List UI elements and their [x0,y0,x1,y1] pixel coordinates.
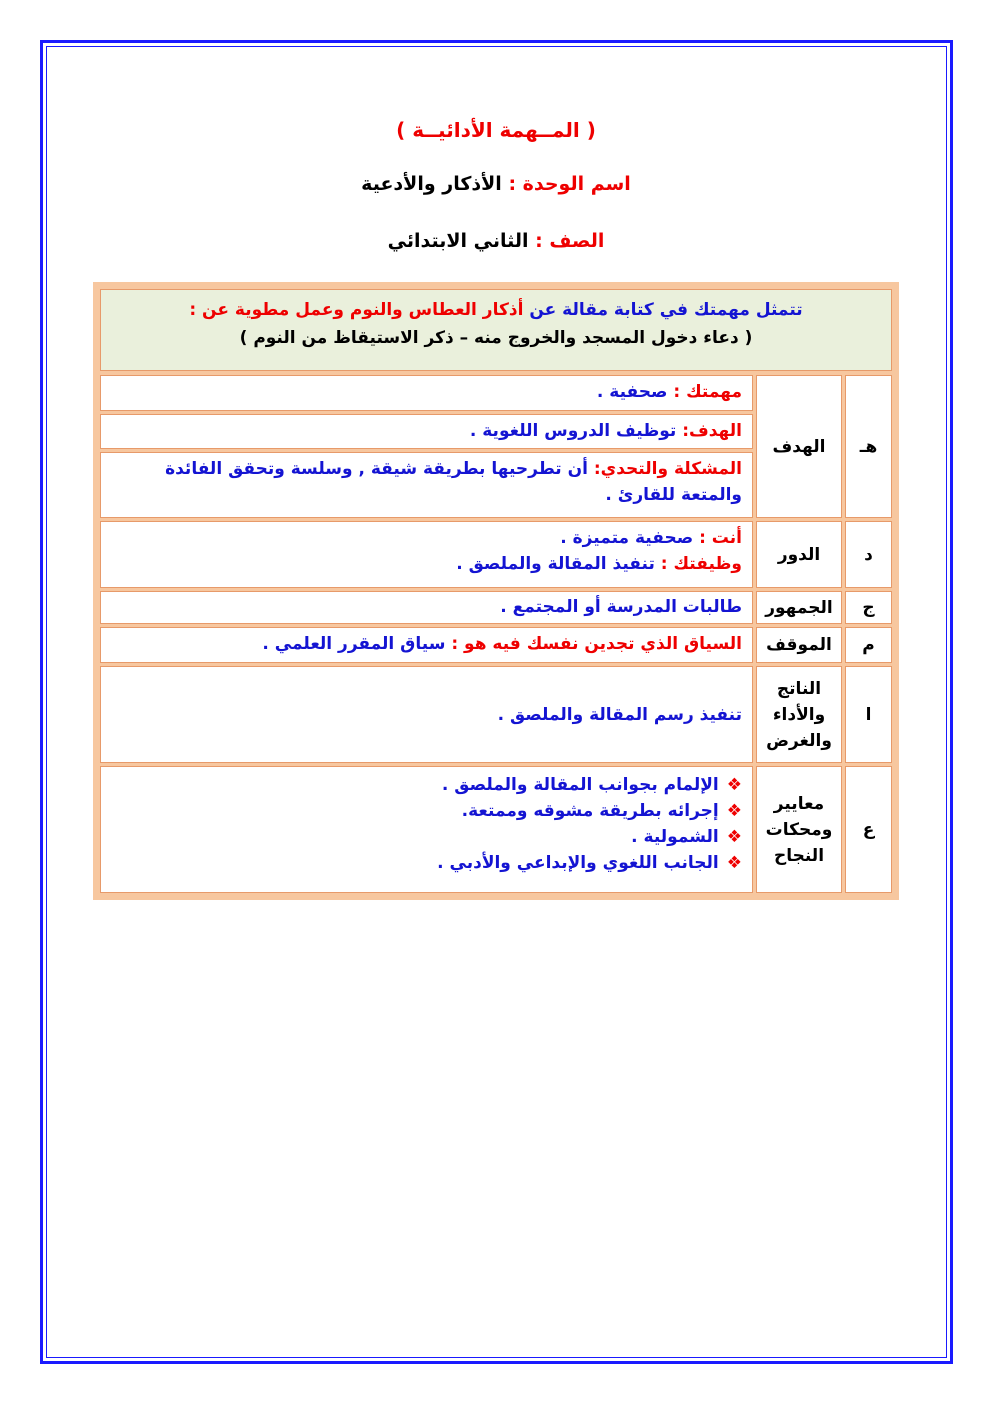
product-label-3: والغرض [766,730,832,751]
list-item [109,824,742,850]
goal-value: توظيف الدروس اللغوية . [469,421,677,441]
row-letter-criteria: ع [846,767,891,892]
row-label-criteria [757,767,841,892]
unit-value: الأذكار والأدعية [361,173,502,195]
criteria-item-1: الإلمام بجوانب المقالة والملصق . [441,775,719,795]
task-cell [101,376,752,410]
row-letter-audience: ج [846,592,891,623]
diamond-bullet-icon: ❖ [726,853,742,873]
list-item [109,850,742,876]
criteria-label-1: معايير [773,793,825,814]
grade-label: الصف : [535,230,605,252]
role-line-2 [109,551,742,577]
row-letter-goal: هـ [846,376,891,517]
product-label-2: والأداء [772,704,826,725]
diamond-bullet-icon: ❖ [726,775,742,795]
criteria-list [109,772,742,876]
row-letter-situation: م [846,628,891,662]
problem-label: المشكلة والتحدي: [593,459,742,479]
you-value: صحفية متميزة . [560,528,694,548]
job-label: وظيفتك : [660,554,742,574]
audience-cell: طالبات المدرسة أو المجتمع . [101,592,752,623]
diamond-bullet-icon: ❖ [726,827,742,847]
row-letter-product: ا [846,667,891,762]
criteria-cell [101,767,752,892]
list-item [109,798,742,824]
row-letter-role: د [846,522,891,587]
page-title: ( المــهمة الأدائيــة ) [396,118,596,142]
task-label: مهمتك : [673,382,742,402]
product-cell [101,667,752,762]
criteria-label-3: النجاح [773,845,825,866]
context-value: سياق المقرر العلمي . [262,634,446,654]
product-label-1: الناتج [776,678,822,699]
role-line-1 [109,525,742,551]
intro-line-2: ( دعاء دخول المسجد والخروج منه – ذكر الاستيقاظ من النوم ) [239,328,753,348]
goal-cell [101,415,752,448]
diamond-bullet-icon: ❖ [726,801,742,821]
unit-line [0,173,992,195]
row-label-audience: الجمهور [757,592,841,623]
list-item [109,772,742,798]
row-label-goal: الهدف [757,376,841,517]
intro-part2: أذكار العطاس والنوم وعمل مطوية عن : [189,300,524,320]
row-label-role: الدور [757,522,841,587]
row-label-situation: الموقف [757,628,841,662]
grade-line [0,230,992,252]
row-label-product [757,667,841,762]
job-value: تنفيذ المقالة والملصق . [456,554,655,574]
criteria-item-3: الشمولية . [631,827,719,847]
criteria-item-2: إجرائه بطريقة مشوقه وممتعة. [461,801,719,821]
criteria-item-4: الجانب اللغوي والإبداعي والأدبي . [437,853,719,873]
intro-cell [101,290,891,370]
goal-label: الهدف: [682,421,742,441]
product-value: تنفيذ رسم المقالة والملصق . [497,704,742,725]
context-label: السياق الذي تجدين نفسك فيه هو : [451,634,742,654]
unit-label: اسم الوحدة : [508,173,631,195]
problem-cell [101,453,752,517]
task-value: صحفية . [596,382,668,402]
intro-part1: تتمثل مهمتك في كتابة مقالة عن [529,300,803,320]
criteria-label-2: ومحكات [765,819,833,840]
intro-line-1 [101,296,891,324]
grade-value: الثاني الابتدائي [387,230,529,252]
role-cell [101,522,752,587]
situation-cell [101,628,752,662]
problem-value: أن تطرحيها بطريقة شيقة , وسلسة وتحقق الفائدة والمتعة للقارئ . [165,459,742,505]
you-label: أنت : [699,528,742,548]
